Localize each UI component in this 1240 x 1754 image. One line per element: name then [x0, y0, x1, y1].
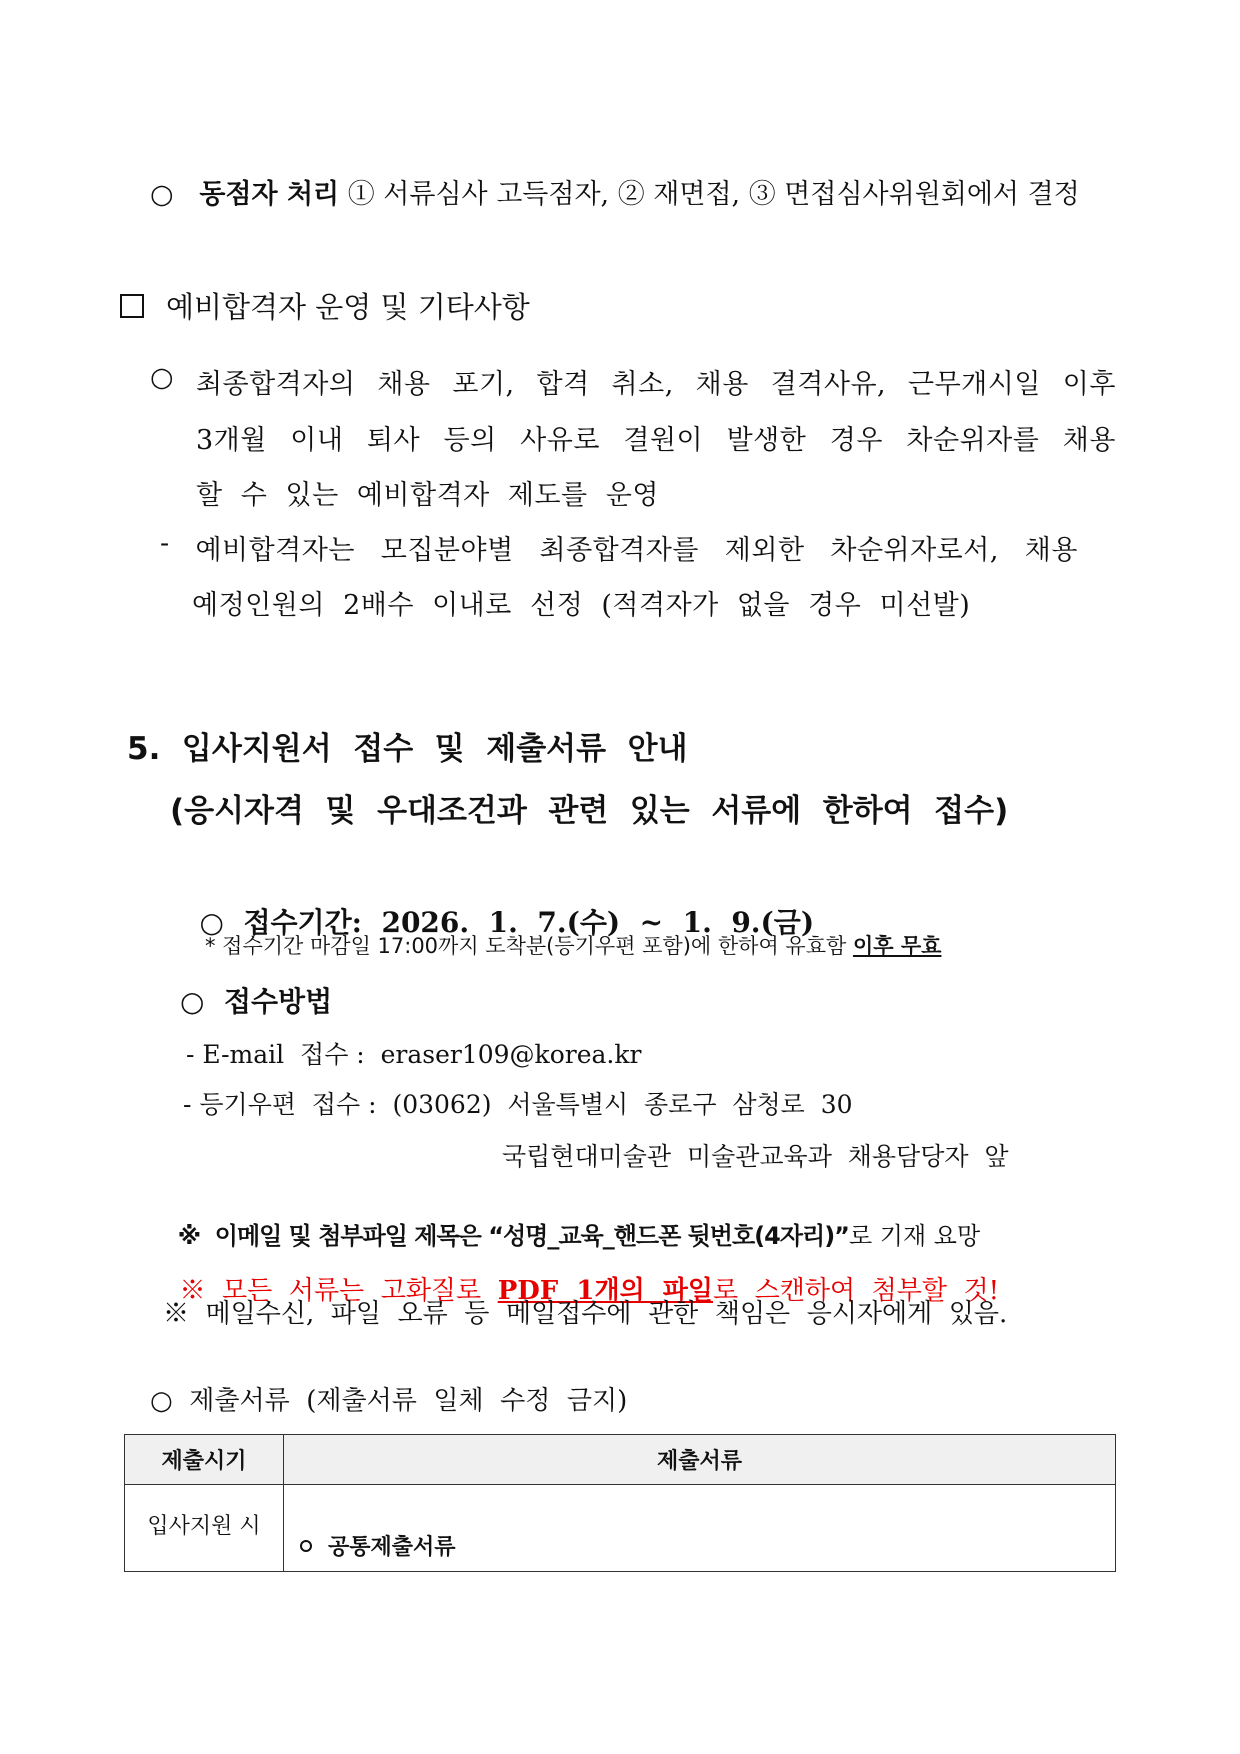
circle-bullet-icon	[300, 1540, 312, 1552]
reserve-line-3: 할 수 있는 예비합격자 제도를 운영	[196, 480, 659, 511]
section-5-title: 5. 입사지원서 접수 및 제출서류 안내	[127, 731, 688, 767]
row-submit-docs	[284, 1485, 1116, 1572]
email-submit-line: - E-mail 접수 : eraser109@korea.kr	[186, 1040, 642, 1069]
reserve-heading-text: 예비합격자 운영 및 기타사항	[166, 290, 530, 324]
word: 제외한	[724, 535, 805, 566]
post-submit-line: - 등기우편 접수 : (03062) 서울특별시 종로구 삼청로 30	[183, 1090, 853, 1119]
word: 채용	[695, 369, 749, 400]
word: 채용	[1024, 535, 1078, 566]
bullet: ○	[150, 362, 175, 393]
note1-plain: 로 기재 요망	[848, 1222, 981, 1250]
word: 등의	[443, 425, 497, 456]
word: 발생한	[726, 425, 807, 456]
note-responsibility: ※ 메일수신, 파일 오류 등 메일접수에 관한 책임은 응시자에게 있음.	[163, 1299, 1008, 1329]
word: 3개월	[196, 425, 267, 456]
word: 차순위자를	[906, 425, 1040, 456]
col-submit-time: 제출시기	[125, 1435, 284, 1485]
word: 모집분야별	[380, 535, 514, 566]
word: 최종합격자를	[539, 535, 699, 566]
reserve-line-1	[150, 362, 1116, 401]
word: 결격사유,	[770, 369, 887, 400]
period-note	[205, 930, 941, 960]
period-note-emphasis: 이후 무효	[852, 934, 942, 958]
word: 결원이	[623, 425, 704, 456]
tie-breaker-text: ① 서류심사 고득점자, ② 재면접, ③ 면접심사위원회에서 결정	[347, 179, 1080, 210]
method-label: 접수방법	[223, 985, 333, 1018]
word: 채용	[1062, 425, 1116, 456]
tie-breaker-line	[150, 172, 1080, 211]
method-line	[180, 980, 332, 1020]
note1-bold: ※ 이메일 및 첨부파일 제목은 “성명_교육_핸드폰 뒷번호(4자리)”	[177, 1222, 849, 1250]
reserve-line-5: 예정인원의 2배수 이내로 선정 (적격자가 없을 경우 미선발)	[192, 590, 971, 621]
table-row	[125, 1485, 1116, 1572]
post-submit-recipient: 국립현대미술관 미술관교육과 채용담당자 앞	[502, 1142, 1009, 1171]
docs-table	[124, 1434, 1116, 1572]
word: -	[160, 528, 170, 559]
word: 근무개시일	[908, 369, 1041, 400]
word: 채용	[377, 369, 431, 400]
word: 차순위자로서,	[830, 535, 999, 566]
tie-breaker-label: 동점자 처리	[199, 179, 340, 210]
word: 이내	[290, 425, 344, 456]
bullet: ○	[199, 906, 224, 939]
note2-post: 로 스캔하여 첨부할 것!	[713, 1276, 1000, 1306]
period-note-text: * 접수기간 마감일 17:00까지 도착분(등기우편 포함)에 한하여 유효함	[205, 934, 847, 958]
word: 경우	[829, 425, 883, 456]
word: 합격	[536, 369, 590, 400]
word: 이후	[1062, 369, 1116, 400]
row-doc-text: 공통제출서류	[328, 1535, 456, 1560]
note2-pre: ※ 모든 서류는 고화질로	[179, 1276, 498, 1306]
reserve-heading	[120, 285, 530, 326]
reserve-line-2	[196, 418, 1116, 457]
section-5-subtitle: (응시자격 및 우대조건과 관련 있는 서류에 한하여 접수)	[170, 793, 1009, 829]
word: 최종합격자의	[195, 369, 356, 400]
note2-emphasis: PDF 1개의 파일	[497, 1276, 714, 1306]
reserve-line-4	[160, 528, 1078, 567]
bullet: ○	[150, 179, 174, 210]
checkbox-icon	[120, 294, 144, 318]
col-submit-docs: 제출서류	[284, 1435, 1116, 1485]
table-header-row	[125, 1435, 1116, 1485]
docs-heading: ○ 제출서류 (제출서류 일체 수정 금지)	[150, 1386, 628, 1416]
word: 퇴사	[366, 425, 421, 456]
word: 포기,	[452, 369, 515, 400]
period-text: 접수기간: 2026. 1. 7.(수) ~ 1. 9.(금)	[243, 906, 815, 939]
word: 취소,	[611, 369, 674, 400]
word: 사유로	[520, 425, 600, 456]
bullet: ○	[180, 985, 205, 1018]
row-submit-time: 입사지원 시	[125, 1485, 284, 1572]
word: 예비합격자는	[195, 535, 355, 566]
